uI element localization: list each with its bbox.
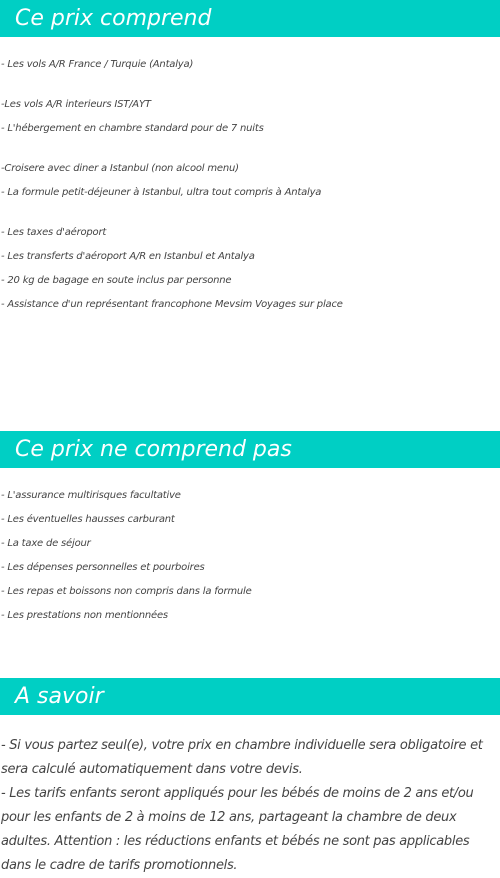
- info-section-title: A savoir: [0, 678, 500, 715]
- list-item: - Les éventuelles hausses carburant: [1, 514, 175, 525]
- included-section-title: Ce prix comprend: [0, 0, 500, 37]
- list-item: - Les dépenses personnelles et pourboires: [1, 562, 205, 573]
- list-item: - L'assurance multirisques facultative: [1, 490, 181, 501]
- list-item: - L'hébergement en chambre standard pour de 7 nuits: [1, 123, 264, 134]
- list-item: - Les transferts d'aéroport A/R en Istanbul et Antalya: [1, 251, 255, 262]
- info-paragraph: - Si vous partez seul(e), votre prix en chambre individuelle sera obligatoire et sera calculé automatiquement dans votre devis.: [1, 738, 483, 777]
- list-item: - 20 kg de bagage en soute inclus par personne: [1, 275, 232, 286]
- excluded-section-title: Ce prix ne comprend pas: [0, 431, 500, 468]
- info-text: [1, 734, 499, 878]
- list-item: - Les taxes d'aéroport: [1, 227, 107, 238]
- list-item: - Les repas et boissons non compris dans la formule: [1, 586, 252, 597]
- list-item: - La taxe de séjour: [1, 538, 91, 549]
- list-item: - La formule petit-déjeuner à Istanbul, ultra tout compris à Antalya: [1, 187, 322, 198]
- info-paragraph: - Les tarifs enfants seront appliqués pour les bébés de moins de 2 ans et/ou pour les enfants de 2 à moins de 12 ans, partageant la chambre de deux adultes. Attention : les réductions enfants et bébés ne sont pas applicables dans le cadre de tarifs promotionnels.: [1, 786, 474, 873]
- list-item: -Les vols A/R interieurs IST/AYT: [1, 99, 151, 110]
- list-item: - Assistance d'un représentant francophone Mevsim Voyages sur place: [1, 299, 343, 310]
- list-item: -Croisere avec diner a Istanbul (non alcool menu): [1, 163, 239, 174]
- list-item: - Les prestations non mentionnées: [1, 610, 168, 621]
- list-item: - Les vols A/R France / Turquie (Antalya): [1, 59, 194, 70]
